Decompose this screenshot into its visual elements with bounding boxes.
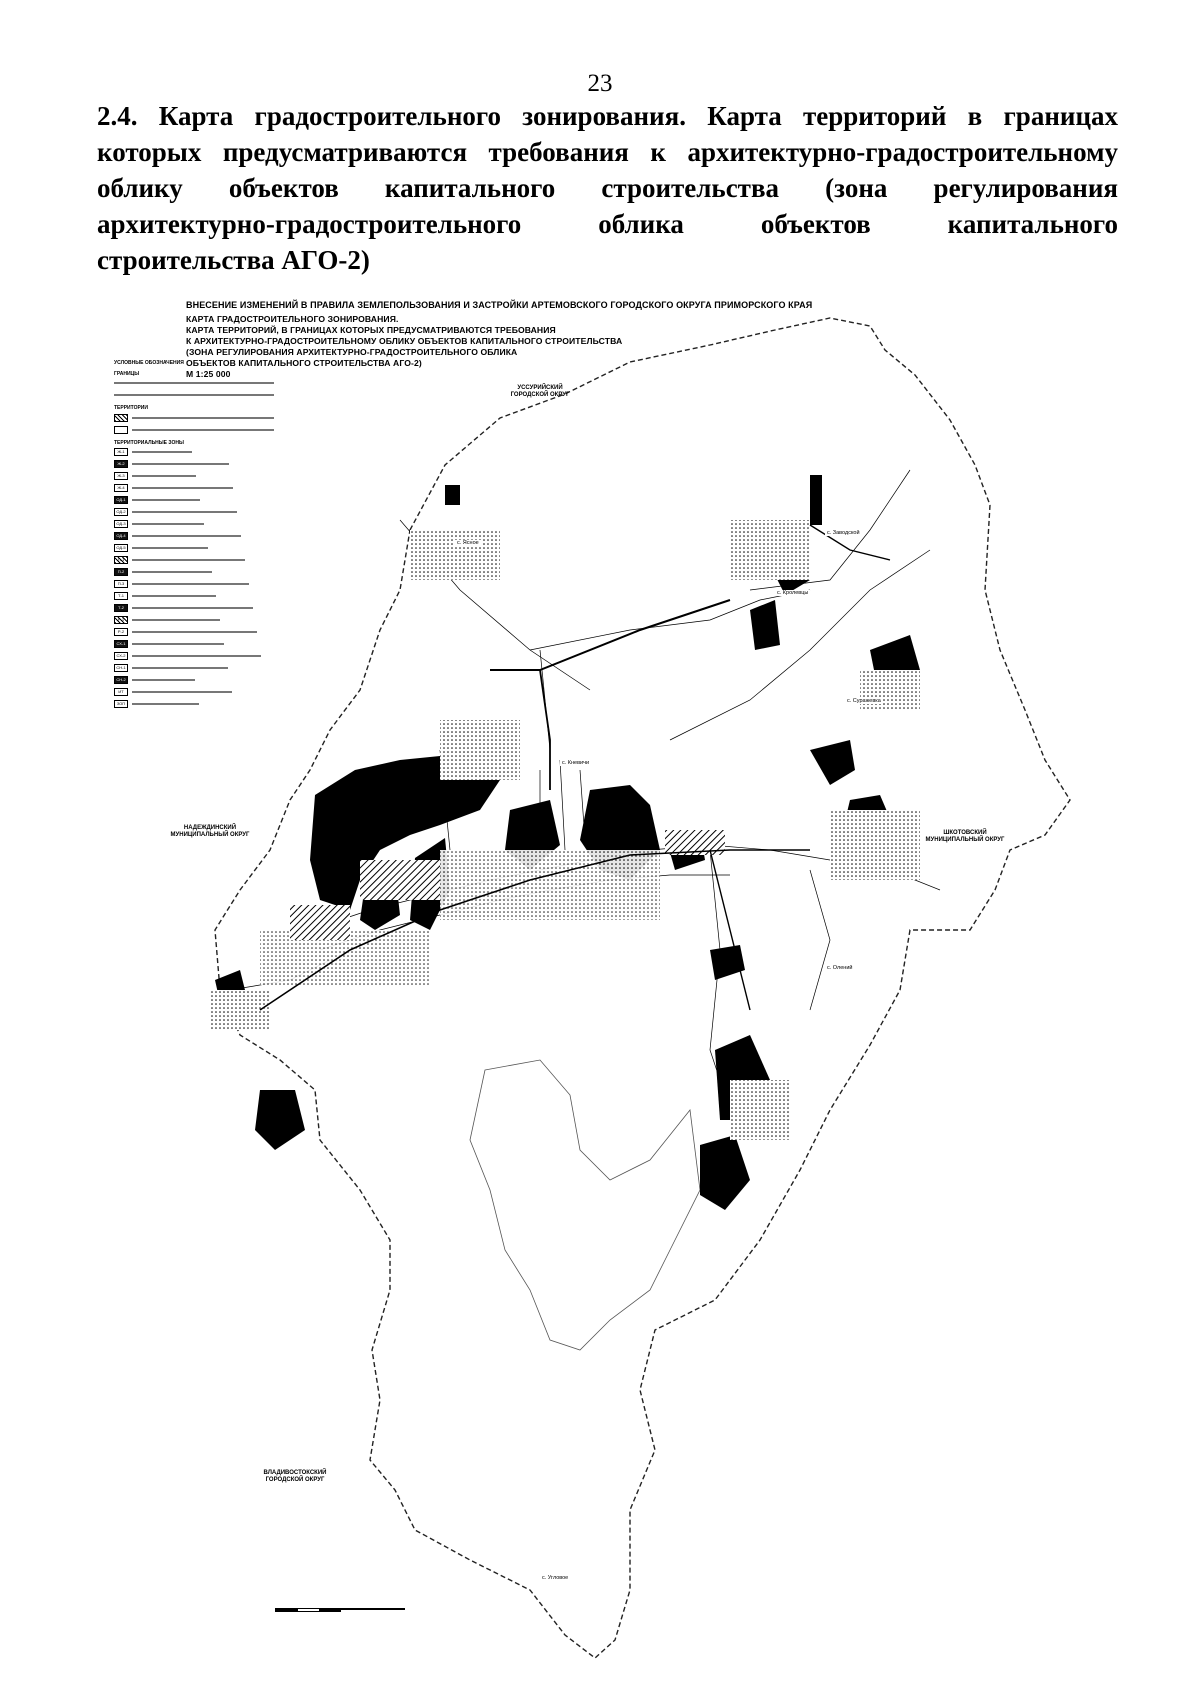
legend-zone-row: [114, 566, 274, 578]
legend-title: УСЛОВНЫЕ ОБОЗНАЧЕНИЯ: [114, 360, 184, 366]
map-subtitle-line: (ЗОНА РЕГУЛИРОВАНИЯ АРХИТЕКТУРНО-ГРАДОСТРОИТЕЛЬНОГО ОБЛИКА: [186, 347, 518, 357]
legend-zone-swatch: Ж-4: [114, 484, 128, 492]
legend-zone-swatch: ОД-2: [114, 508, 128, 516]
legend-zone-swatch: Р-1: [114, 616, 128, 624]
legend-zone-row: [114, 650, 274, 662]
map-subtitle-line: КАРТА ГРАДОСТРОИТЕЛЬНОГО ЗОНИРОВАНИЯ.: [186, 314, 399, 324]
zoning-map-figure: [110, 290, 1120, 1670]
map-header: [186, 300, 906, 380]
legend-zone-row: [114, 578, 274, 590]
legend-zone-row: [114, 494, 274, 506]
legend-zone-swatch: Р-2: [114, 628, 128, 636]
legend-zone-row: [114, 698, 274, 710]
legend-zone-swatch: СХ-2: [114, 652, 128, 660]
place-label: с. Суражевка: [847, 698, 881, 704]
place-label: с. Кролевцы: [777, 590, 809, 596]
legend-zone-row: [114, 482, 274, 494]
legend-row: [114, 424, 274, 436]
legend-zone-swatch: П-2: [114, 568, 128, 576]
legend-zone-row: [114, 662, 274, 674]
legend-zone-list: [114, 446, 274, 710]
legend-section-territories: ТЕРРИТОРИИ: [114, 405, 148, 411]
legend-zone-row: [114, 506, 274, 518]
legend-zone-swatch: ИТ: [114, 688, 128, 696]
legend-zone-row: [114, 674, 274, 686]
legend-zone-row: [114, 470, 274, 482]
heading-line-4: архитектурно-градостроительного облика объектов капитального: [97, 209, 1118, 239]
place-label: с. Ясное: [457, 540, 479, 546]
legend-zone-swatch: Т-1: [114, 592, 128, 600]
legend-zone-swatch: ОД-1: [114, 496, 128, 504]
heading-line-2: которых предусматриваются требования к архитектурно-градостроительному: [97, 137, 1118, 167]
legend-zone-row: [114, 602, 274, 614]
legend-section-zones: ТЕРРИТОРИАЛЬНЫЕ ЗОНЫ: [114, 439, 184, 446]
place-label: с. Олений: [827, 965, 853, 971]
legend-zone-swatch: ОД-3: [114, 520, 128, 528]
map-subtitle-line: К АРХИТЕКТУРНО-ГРАДОСТРОИТЕЛЬНОМУ ОБЛИКУ ОБЪЕКТОВ КАПИТАЛЬНОГО СТРОИТЕЛЬСТВА: [186, 336, 623, 346]
legend-zone-swatch: СН-1: [114, 664, 128, 672]
legend-zone-swatch: П-3: [114, 580, 128, 588]
place-label: с. Кневичи: [562, 760, 590, 766]
map-subtitle-line: КАРТА ТЕРРИТОРИЙ, В ГРАНИЦАХ КОТОРЫХ ПРЕДУСМАТРИВАЮТСЯ ТРЕБОВАНИЯ: [186, 325, 556, 335]
map-scale: М 1:25 000: [186, 369, 231, 379]
place-label: с. Угловое: [542, 1575, 569, 1581]
legend-zone-swatch: Ж-3: [114, 472, 128, 480]
legend-zone-swatch: П-1: [114, 556, 128, 564]
map-subtitle-line: ОБЪЕКТОВ КАПИТАЛЬНОГО СТРОИТЕЛЬСТВА АГО-2): [186, 358, 422, 368]
heading-line-3: облику объектов капитального строительства (зона регулирования: [97, 173, 1118, 203]
legend-row: [114, 377, 274, 389]
legend-zone-swatch: ОД-5: [114, 544, 128, 552]
neighbor-south-label: ВЛАДИВОСТОКСКИЙ ГОРОДСКОЙ ОКРУГ: [263, 1470, 327, 1483]
legend-zone-row: [114, 638, 274, 650]
map-legend: [114, 356, 274, 710]
legend-zone-row: [114, 518, 274, 530]
neighbor-north-label: УССУРИЙСКИЙ ГОРОДСКОЙ ОКРУГ: [510, 385, 570, 398]
legend-zone-row: [114, 686, 274, 698]
neighbor-east-label: ШКОТОВСКИЙ МУНИЦИПАЛЬНЫЙ ОКРУГ: [925, 830, 1005, 843]
place-label: с. Заводской: [827, 530, 860, 536]
scale-bar: [275, 1608, 405, 1613]
heading-line-1: 2.4. Карта градостроительного зонирования. Карта территорий в границах: [97, 101, 1118, 131]
legend-zone-swatch: Ж-2: [114, 460, 128, 468]
legend-zone-row: [114, 614, 274, 626]
neighbor-west-label: НАДЕЖДИНСКИЙ МУНИЦИПАЛЬНЫЙ ОКРУГ: [170, 825, 250, 838]
legend-zone-row: [114, 458, 274, 470]
district-boundary: [215, 318, 1070, 1658]
legend-zone-row: [114, 446, 274, 458]
map-title: ВНЕСЕНИЕ ИЗМЕНЕНИЙ В ПРАВИЛА ЗЕМЛЕПОЛЬЗОВАНИЯ И ЗАСТРОЙКИ АРТЕМОВСКОГО ГОРОДСКОГО ОКРУГА ПРИМОРСКОГО КРАЯ: [186, 300, 813, 310]
legend-zone-swatch: СХ-1: [114, 640, 128, 648]
legend-section-borders: ГРАНИЦЫ: [114, 370, 140, 377]
legend-zone-row: [114, 554, 274, 566]
legend-zone-swatch: ОД-4: [114, 532, 128, 540]
legend-zone-row: [114, 590, 274, 602]
legend-zone-row: [114, 530, 274, 542]
legend-row: [114, 389, 274, 401]
section-heading: [97, 98, 1118, 278]
legend-zone-swatch: СН-2: [114, 676, 128, 684]
legend-zone-row: [114, 626, 274, 638]
page-number: 23: [587, 70, 613, 97]
legend-zone-swatch: Ж-1: [114, 448, 128, 456]
heading-line-5: строительства АГО-2): [97, 245, 370, 275]
legend-zone-swatch: Т-2: [114, 604, 128, 612]
legend-row: [114, 412, 274, 424]
legend-zone-row: [114, 542, 274, 554]
legend-zone-swatch: ЗОП: [114, 700, 128, 708]
